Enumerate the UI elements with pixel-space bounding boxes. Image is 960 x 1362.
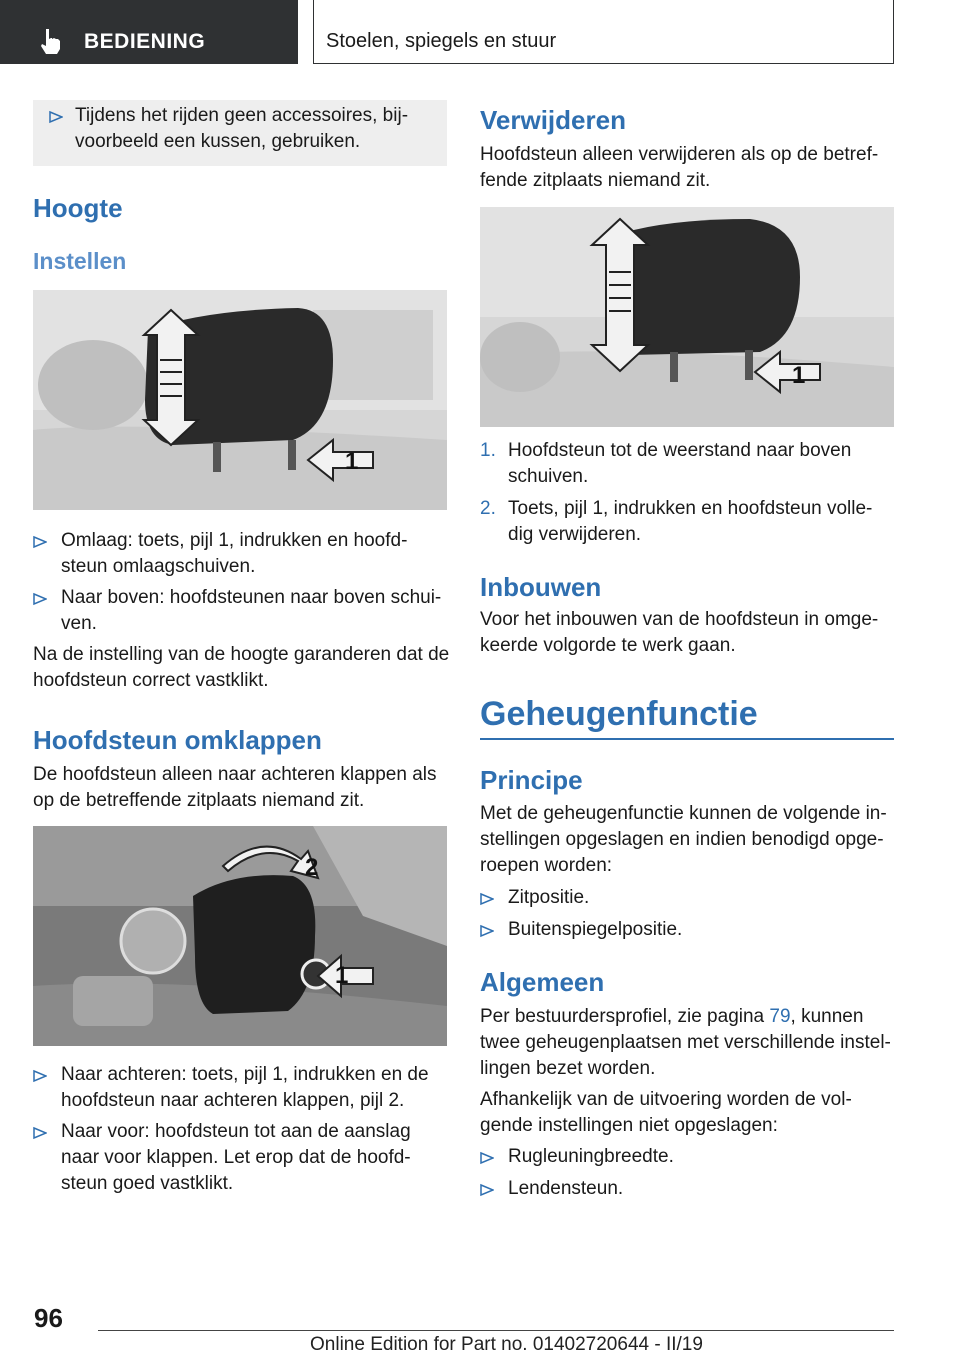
bullet-triangle-icon — [33, 592, 47, 606]
step-1-line-2: schuiven. — [508, 466, 589, 487]
bullet-boven-line-1: Naar boven: hoofdsteunen naar boven schui- — [61, 587, 442, 608]
para-algemeen-line-2: twee geheugenplaatsen met verschillende instel- — [480, 1032, 891, 1053]
para-algemeen-line-3: lingen bezet worden. — [480, 1058, 656, 1079]
bullet-triangle-icon — [33, 1069, 47, 1083]
image-callout-1: 1 — [792, 362, 806, 389]
bullet-zitpositie: Zitpositie. — [508, 887, 590, 908]
bullet-triangle-icon — [480, 892, 494, 906]
bullet-triangle-icon — [33, 1126, 47, 1140]
page-link-79[interactable]: 79 — [769, 1006, 791, 1027]
para-algemeen-text-b: , kunnen — [790, 1006, 864, 1027]
para-omklappen-line-2: op de betreffende zitplaats niemand zit. — [33, 790, 365, 811]
step-number-1: 1. — [480, 440, 496, 461]
step-2-line-1: Toets, pijl 1, indrukken en hoofdsteun volle- — [508, 498, 873, 519]
heading-hoogte: Hoogte — [33, 193, 123, 223]
heading-geheugenfunctie: Geheugenfunctie — [480, 695, 758, 733]
para-algemeen-line-1 — [480, 1004, 863, 1030]
bullet-triangle-icon — [480, 1151, 494, 1165]
footer-rule — [98, 1330, 894, 1331]
page-number: 96 — [34, 1303, 63, 1333]
heading-inbouwen: Inbouwen — [480, 572, 602, 602]
bullet-lendensteun: Lendensteun. — [508, 1178, 624, 1199]
image-callout-1: 1 — [345, 448, 359, 475]
section-title: BEDIENING — [84, 30, 206, 53]
bullet-triangle-icon — [480, 1183, 494, 1197]
bullet-omlaag-line-2: steun omlaagschuiven. — [61, 556, 256, 577]
para-verwijderen-line-1: Hoofdsteun alleen verwijderen als op de betref- — [480, 144, 879, 165]
step-2-line-2: dig verwijderen. — [508, 524, 642, 545]
image-callout-1: 1 — [335, 962, 349, 989]
heading-underline — [480, 738, 894, 740]
para-afhankelijk-line-1: Afhankelijk van de uitvoering worden de vol- — [480, 1089, 852, 1110]
para-principe-line-2: stellingen opgeslagen en indien benodigd opge- — [480, 829, 884, 850]
bullet-buitenspiegelpositie: Buitenspiegelpositie. — [508, 919, 683, 940]
para-principe-line-1: Met de geheugenfunctie kunnen de volgende in- — [480, 803, 887, 824]
bullet-voor-line-2: naar voor klappen. Let erop dat de hoofd- — [61, 1147, 411, 1168]
para-algemeen-text-a: Per bestuurdersprofiel, zie pagina — [480, 1006, 770, 1027]
image-callout-2: 2 — [305, 854, 319, 881]
bullet-rugleuningbreedte: Rugleuningbreedte. — [508, 1146, 674, 1167]
bullet-achteren-line-1: Naar achteren: toets, pijl 1, indrukken en de — [61, 1064, 429, 1085]
chapter-title: Stoelen, spiegels en stuur — [326, 30, 557, 52]
para-omklappen-line-1: De hoofdsteun alleen naar achteren klappen als — [33, 764, 437, 785]
step-1-line-1: Hoofdsteun tot de weerstand naar boven — [508, 440, 852, 461]
bullet-boven-line-2: ven. — [61, 613, 97, 634]
heading-hoofdsteun-omklappen: Hoofdsteun omklappen — [33, 725, 322, 755]
para-principe-line-3: roepen worden: — [480, 855, 613, 876]
para-inbouwen-line-2: keerde volgorde te werk gaan. — [480, 635, 736, 656]
para-instelling-line-2: hoofdsteun correct vastklikt. — [33, 670, 269, 691]
hand-pointer-icon — [38, 27, 64, 55]
bullet-voor-line-3: steun goed vastklikt. — [61, 1173, 234, 1194]
bullet-voor-line-1: Naar voor: hoofdsteun tot aan de aanslag — [61, 1121, 411, 1142]
bullet-omlaag-line-1: Omlaag: toets, pijl 1, indrukken en hoofd- — [61, 530, 408, 551]
section-tab — [0, 0, 298, 64]
bullet-triangle-icon — [480, 924, 494, 938]
para-afhankelijk-line-2: gende instellingen niet opgeslagen: — [480, 1115, 778, 1136]
headrest-remove-illustration — [480, 207, 894, 427]
headrest-fold-illustration — [33, 826, 447, 1046]
headrest-height-illustration — [33, 290, 447, 510]
heading-instellen: Instellen — [33, 248, 127, 274]
para-instelling-line-1: Na de instelling van de hoogte garanderen dat de — [33, 644, 450, 665]
note-line-2: voorbeeld een kussen, gebruiken. — [75, 131, 361, 152]
heading-principe: Principe — [480, 765, 583, 795]
chapter-tab — [313, 0, 894, 64]
note-line-1: Tijdens het rijden geen accessoires, bij- — [75, 105, 409, 126]
heading-verwijderen: Verwijderen — [480, 105, 626, 135]
step-number-2: 2. — [480, 498, 496, 519]
footer-edition: Online Edition for Part no. 01402720644 - II/19 — [310, 1334, 703, 1355]
para-inbouwen-line-1: Voor het inbouwen van de hoofdsteun in omge- — [480, 609, 879, 630]
heading-algemeen: Algemeen — [480, 967, 605, 997]
bullet-achteren-line-2: hoofdsteun naar achteren klappen, pijl 2. — [61, 1090, 405, 1111]
bullet-triangle-icon — [49, 110, 63, 124]
para-verwijderen-line-2: fende zitplaats niemand zit. — [480, 170, 711, 191]
bullet-triangle-icon — [33, 535, 47, 549]
